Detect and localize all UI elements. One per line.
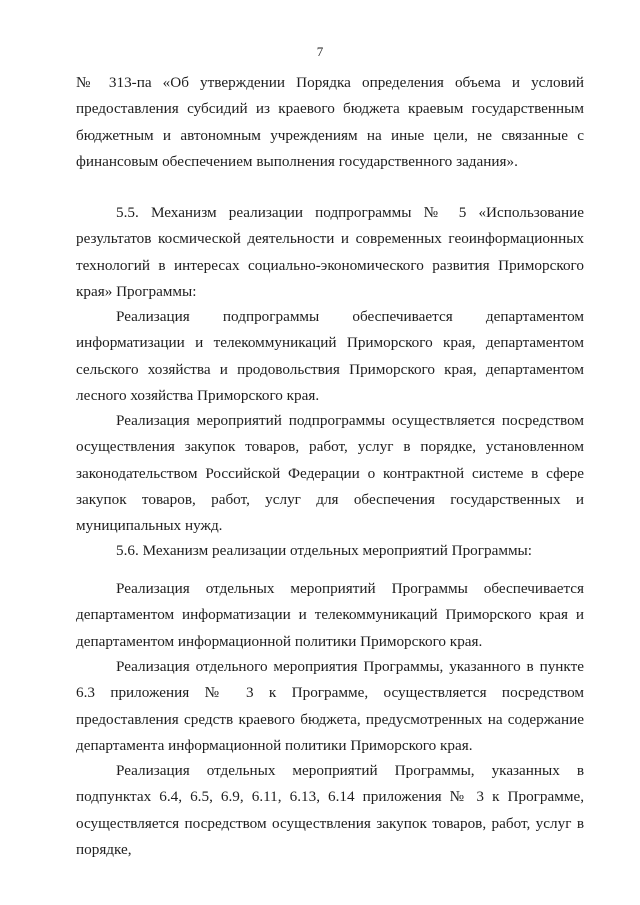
page-number: 7 (316, 44, 324, 59)
paragraph-continuation: № 313-па «Об утверждении Порядка определения объема и условий предоставления субсидий из краевого бюджета краевым государственным бюджетным и автономным учреждениям на иные цели, не связанные с финансовым обеспечением выполнения государственного задания». (76, 74, 584, 170)
paragraph-5-5-procurement: Реализация мероприятий подпрограммы осуществляется посредством осуществления закупок товаров, работ, услуг в порядке, установленном законодательством Российской Федерации о контрактной системе в сфере закупок товаров, работ, услуг для обеспечения государственных и муниципальных нужд. (76, 412, 584, 535)
paragraph-5-6-implementation: Реализация отдельных мероприятий Программы обеспечивается департаментом информатизации и телекоммуникаций Приморского края и департаментом информационной политики Приморского края. (76, 580, 584, 650)
paragraph-5-5-implementation: Реализация подпрограммы обеспечивается департаментом информатизации и телекоммуникаций Приморского края, департаментом сельского хозяйства и продовольствия Приморского края, департаментом лесного хозяйства Приморского края. (76, 308, 584, 404)
paragraph-5-6-item-6-3: Реализация отдельного мероприятия Программы, указанного в пункте 6.3 приложения № 3 к Программе, осуществляется посредством предоставления средств краевого бюджета, предусмотренных на содержание департамента информационной политики Приморского края. (76, 658, 584, 754)
section-heading-5-5: 5.5. Механизм реализации подпрограммы № 5 «Использование результатов космической деятельности и современных геоинформационных технологий в интересах социально-экономического развития Приморского края» Программы: (76, 204, 584, 300)
section-heading-5-6: 5.6. Механизм реализации отдельных мероприятий Программы: (116, 542, 532, 559)
paragraph-5-6-items-list: Реализация отдельных мероприятий Программы, указанных в подпунктах 6.4, 6.5, 6.9, 6.11, 6.13, 6.14 приложения № 3 к Программе, осуществляется посредством осуществления закупок товаров, работ, услуг в порядке, (76, 762, 584, 858)
